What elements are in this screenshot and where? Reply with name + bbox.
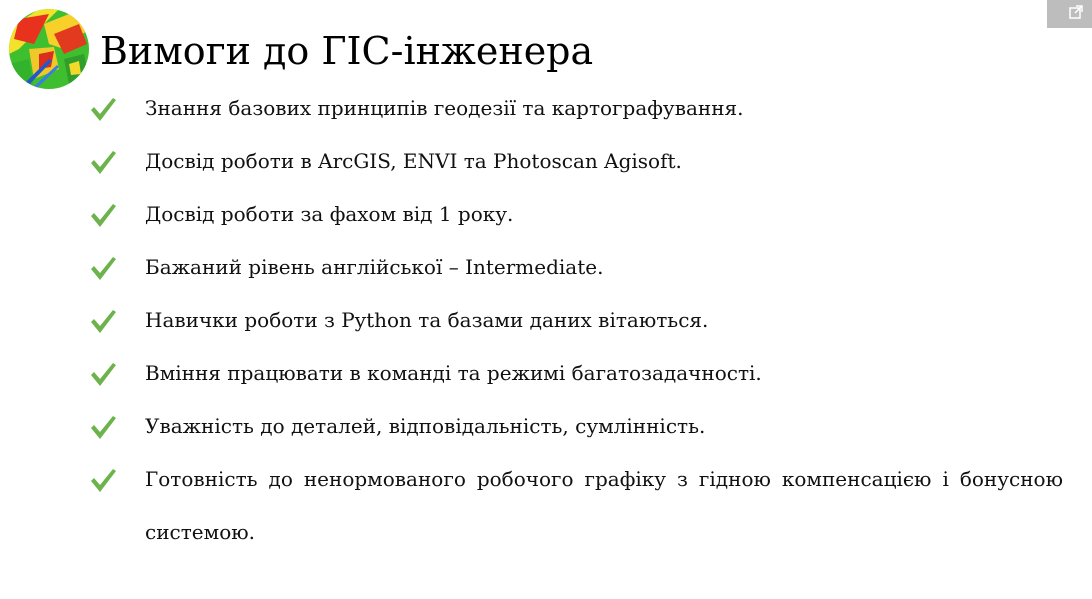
checkmark-icon xyxy=(89,202,117,228)
checkmark-icon xyxy=(89,149,117,175)
checkmark-icon xyxy=(89,361,117,387)
list-item xyxy=(0,188,1092,241)
requirement-text: Навички роботи з Python та базами даних вітаються. xyxy=(145,308,709,332)
requirement-text: Досвід роботи за фахом від 1 року. xyxy=(145,202,514,226)
requirement-text: Готовність до ненормованого робочого графіку з гідною компенсацією і бонусною системою. xyxy=(145,467,1063,544)
list-item xyxy=(0,347,1092,400)
checkmark-icon xyxy=(89,255,117,281)
slide-title: Вимоги до ГІС-інженера xyxy=(100,29,594,73)
logo-image xyxy=(9,9,89,89)
checkmark-icon xyxy=(89,308,117,334)
requirement-text: Вміння працювати в команді та режимі багатозадачності. xyxy=(145,361,762,385)
list-item xyxy=(0,135,1092,188)
list-item xyxy=(0,82,1092,135)
open-external-icon xyxy=(1068,4,1084,20)
requirement-text: Бажаний рівень англійської – Intermediate. xyxy=(145,255,604,279)
list-item xyxy=(0,241,1092,294)
list-item xyxy=(0,400,1092,453)
open-external-button[interactable] xyxy=(1047,0,1092,28)
requirements-list xyxy=(0,82,1092,559)
list-item xyxy=(0,294,1092,347)
checkmark-icon xyxy=(89,96,117,122)
checkmark-icon xyxy=(89,414,117,440)
requirement-text: Знання базових принципів геодезії та картографування. xyxy=(145,96,744,120)
checkmark-icon xyxy=(89,467,117,493)
list-item xyxy=(0,453,1092,559)
requirement-text: Уважність до деталей, відповідальність, сумлінність. xyxy=(145,414,706,438)
requirement-text: Досвід роботи в ArcGIS, ENVI та Photoscan Agisoft. xyxy=(145,149,682,173)
